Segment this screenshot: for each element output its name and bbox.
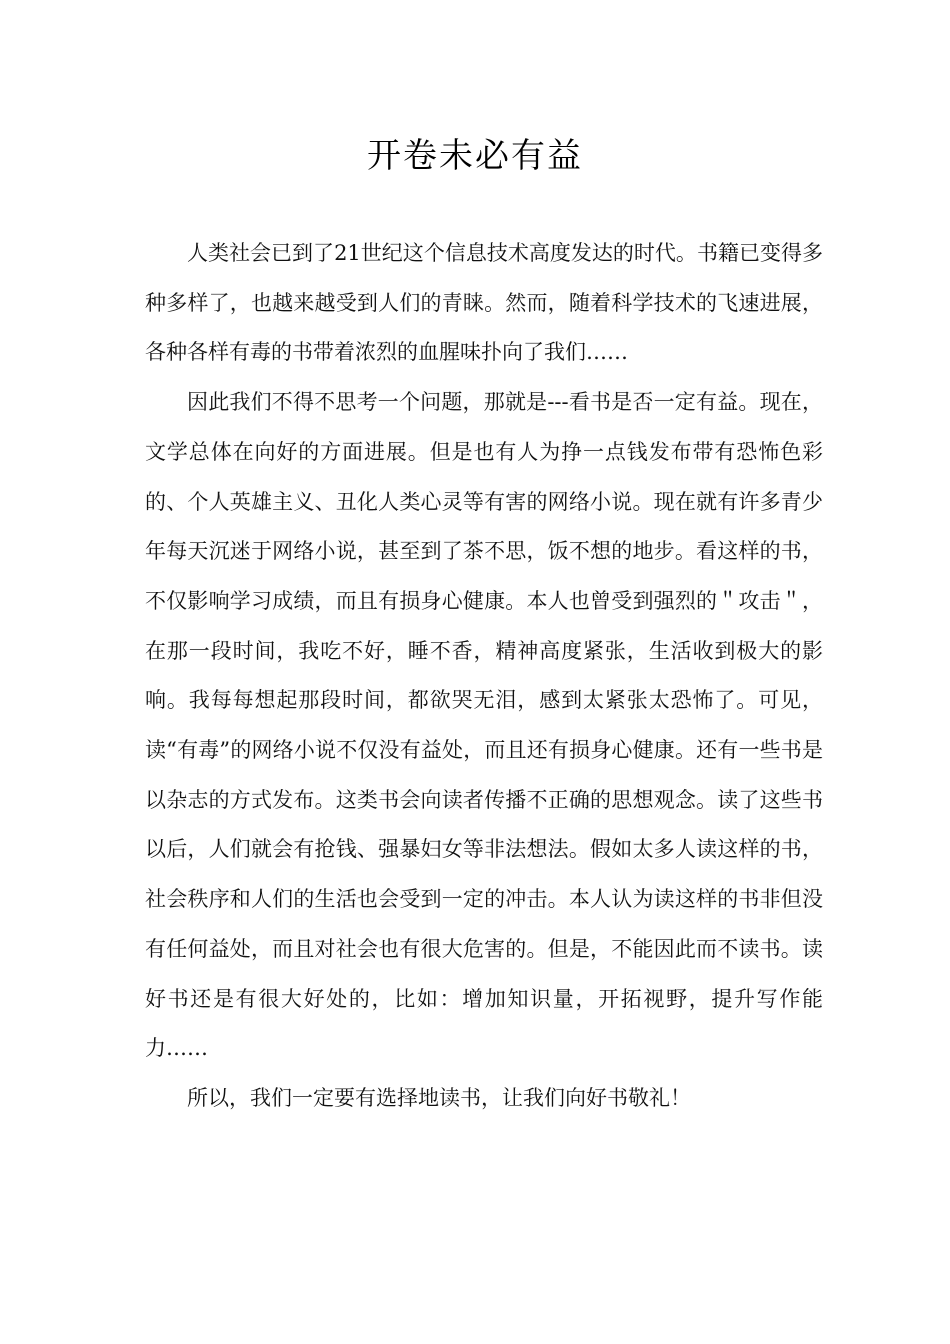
paragraph-1: 人类社会已到了21世纪这个信息技术高度发达的时代。书籍已变得多种多样了，也越来越受到人们的青睐。然而，随着科学技术的飞速进展，各种各样有毒的书带着浓烈的血腥味扑向了我们…… [145,241,823,365]
document-title: 开卷未必有益 [367,136,583,176]
paragraph-2: 因此我们不得不思考一个问题，那就是---看书是否一定有益。现在，文学总体在向好的方面进展。但是也有人为挣一点钱发布带有恐怖色彩的、个人英雄主义、丑化人类心灵等有害的网络小说。现在就有许多青少年每天沉迷于网络小说，甚至到了茶不思，饭不想的地步。看这样的书，不仅影响学习成绩，而且有损身心健康。本人也曾受到强烈的＂攻击＂，在那一段时间，我吃不好，睡不香，精神高度紧张，生活收到极大的影响。我每每想起那段时间，都欲哭无泪，感到太紧张太恐怖了。可见，读“有毒”的网络小说不仅没有益处，而且还有损身心健康。还有一些书是以杂志的方式发布。这类书会向读者传播不正确的思想观念。读了这些书以后，人们就会有抢钱、强暴妇女等非法想法。假如太多人读这样的书，社会秩序和人们的生活也会受到一定的冲击。本人认为读这样的书非但没有任何益处，而且对社会也有很大危害的。但是，不能因此而不读书。读好书还是有很大好处的，比如：增加知识量，开拓视野，提升写作能力…… [145,390,823,1061]
paragraph-3: 所以，我们一定要有选择地读书，让我们向好书敬礼！ [187,1085,691,1110]
document-body [145,229,823,1124]
